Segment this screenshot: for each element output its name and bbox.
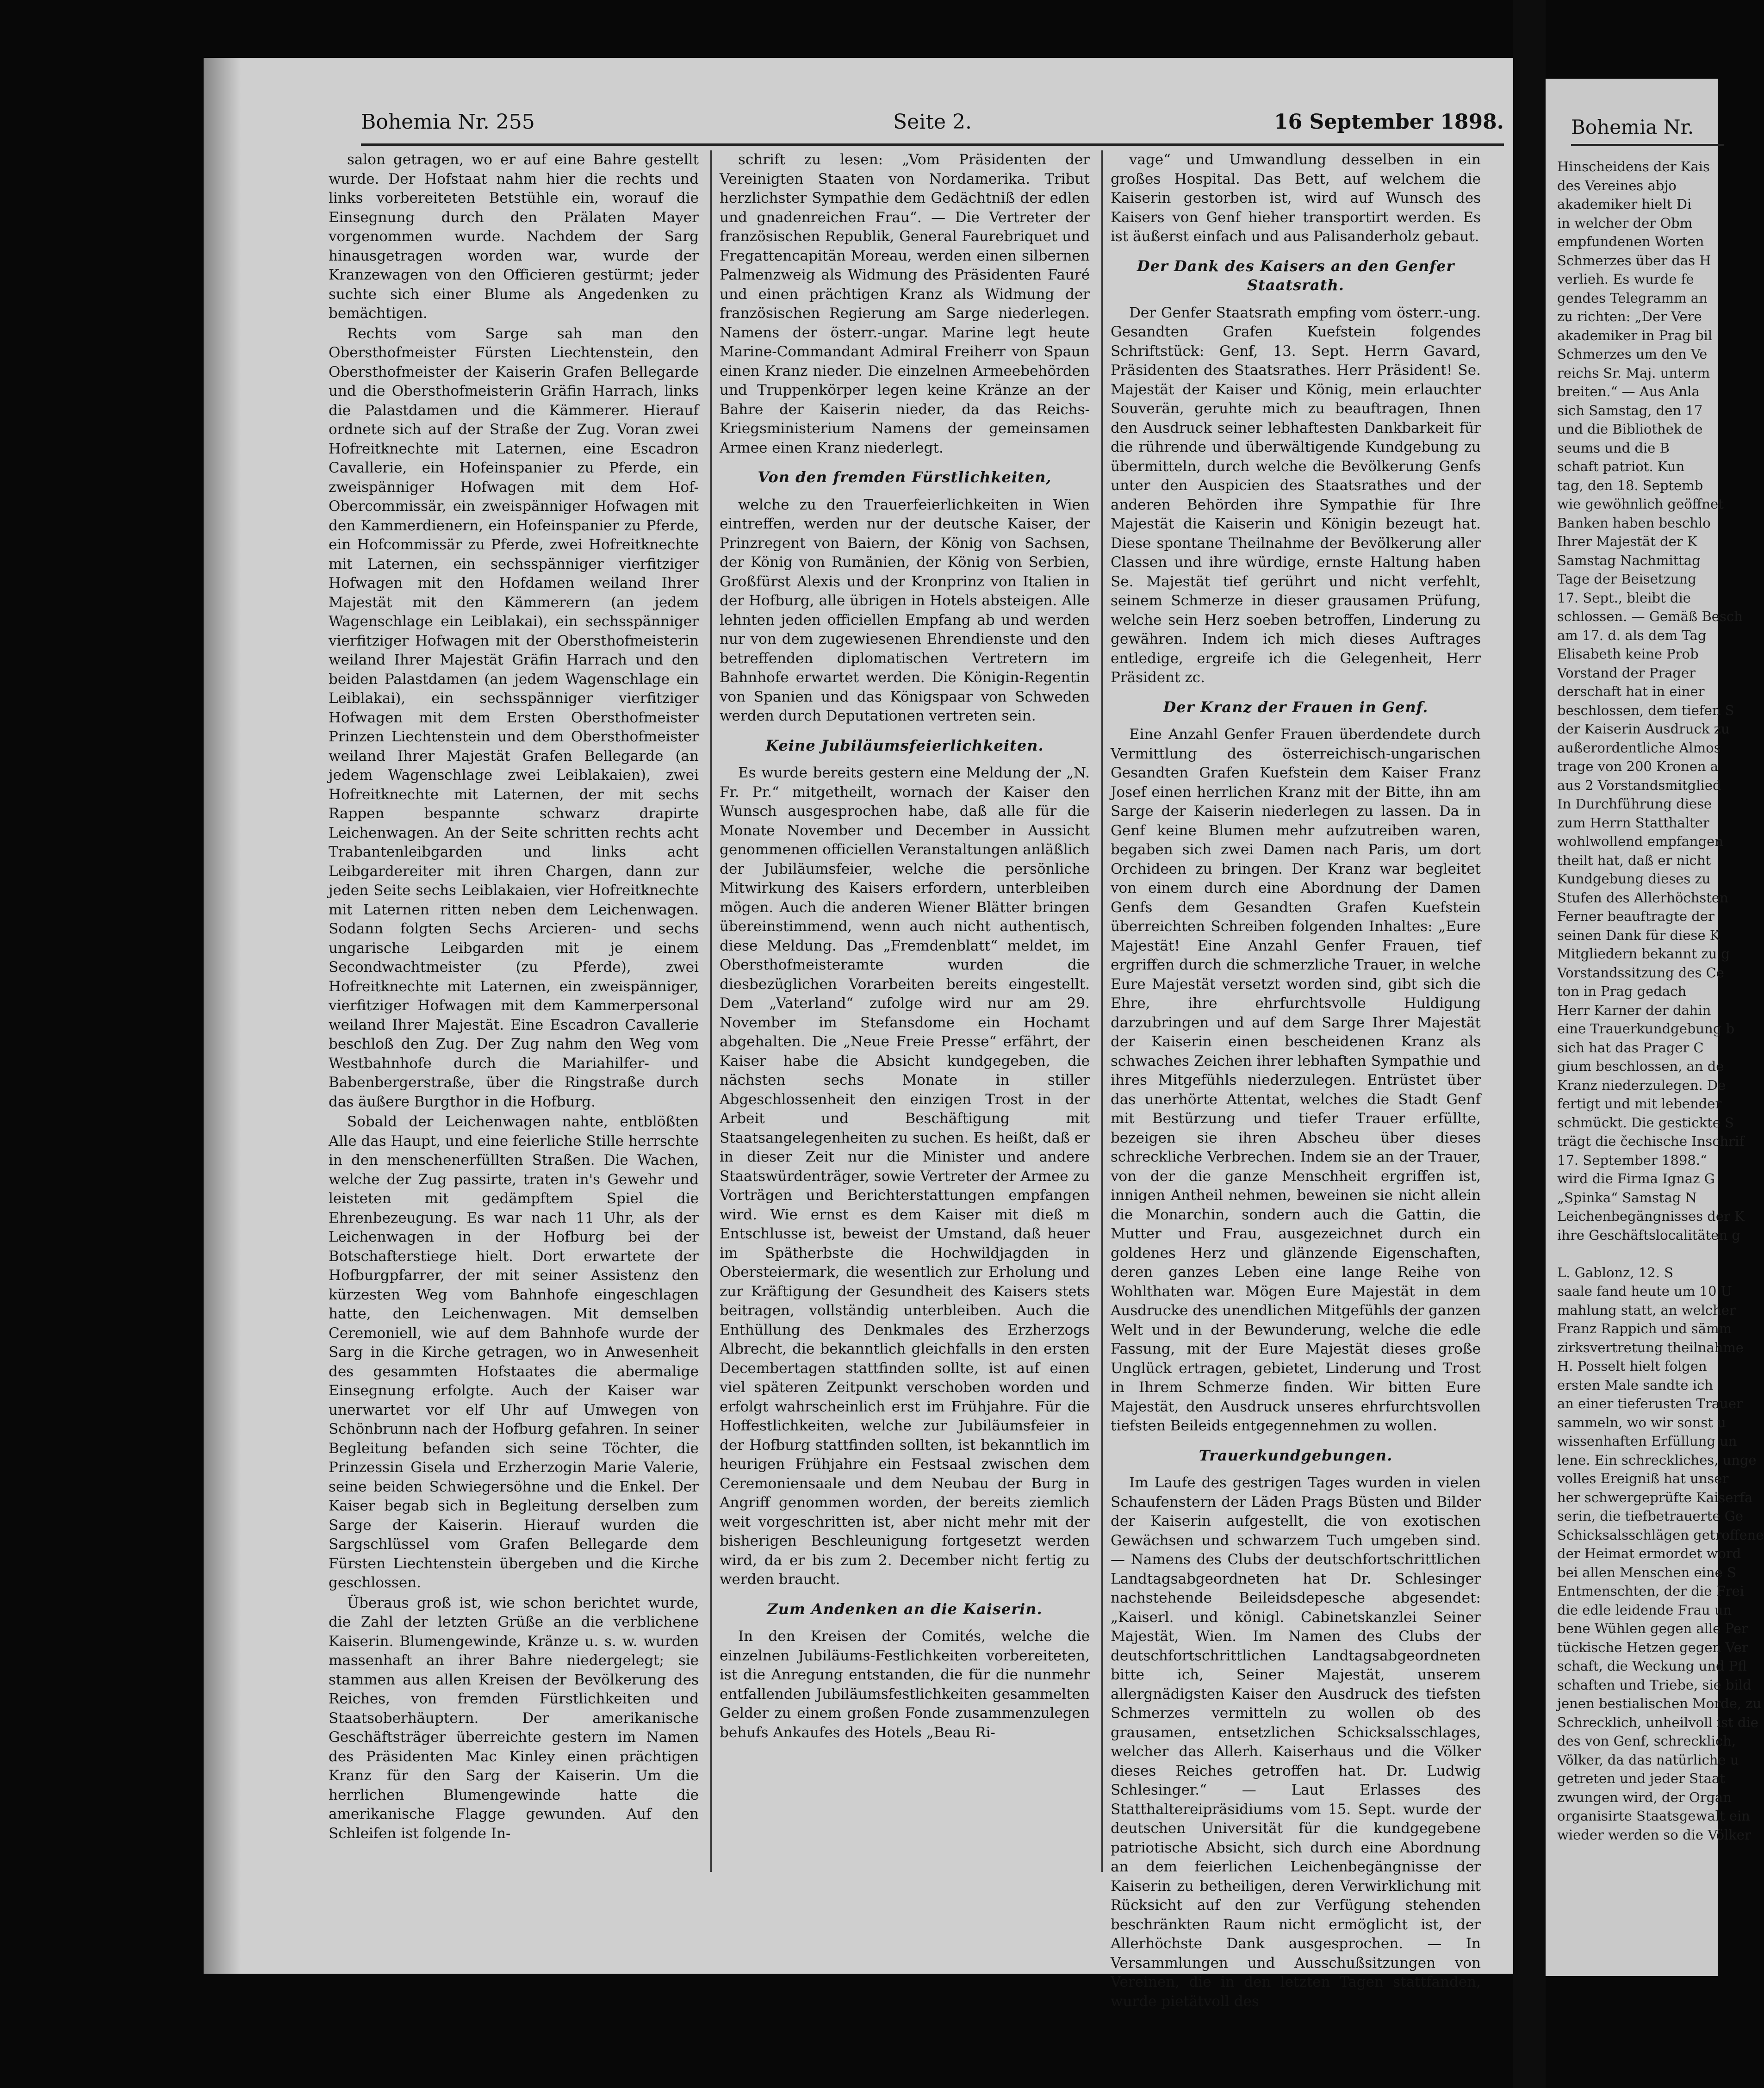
text-line: H. Posselt hielt folgen (1557, 1358, 1707, 1374)
text-line: Kranz niederzulegen. De (1557, 1077, 1726, 1093)
text-line: in welcher der Obm (1557, 215, 1693, 231)
text-line: schaft, die Weckung und Pfl (1557, 1658, 1747, 1674)
text-line: schaften und Triebe, sie bild (1557, 1677, 1752, 1693)
text-line: saale fand heute um 10 U (1557, 1283, 1733, 1299)
text-line: und die Bibliothek de (1557, 421, 1703, 437)
masthead-issue: Bohemia Nr. 255 (361, 110, 535, 134)
text-line: Ihrer Majestät der K (1557, 534, 1697, 549)
text-line: Schicksalsschlägen getroffene (1557, 1527, 1764, 1543)
section-heading: Von den fremden Fürstlichkeiten, (758, 468, 1052, 486)
text-line: derschaft hat in einer (1557, 684, 1705, 699)
text-line: reichs Sr. Maj. unterm (1557, 365, 1710, 381)
newspaper-page (204, 58, 1513, 2010)
text-line: trage von 200 Kronen a (1557, 758, 1719, 774)
text-line: bei allen Menschen eine S (1557, 1564, 1736, 1580)
text-line: serin, die tiefbetrauerte Ge (1557, 1508, 1743, 1524)
section-heading: Der Dank des Kaisers an den Genfer Staatsrath. (1137, 257, 1455, 294)
text-line: organisirte Staatsgewalt ein (1557, 1808, 1750, 1824)
text-line: Vorstandssitzung des Ce (1557, 964, 1724, 981)
text-line: gendes Telegramm an (1557, 290, 1708, 306)
page-edge-shadow (204, 58, 241, 1974)
text-line: eine Trauerkundgebung b (1557, 1021, 1735, 1037)
text-line: Ferner beauftragte der (1557, 908, 1714, 924)
text-line: schlossen. — Gemäß Besch (1557, 609, 1743, 624)
paragraph: schrift zu lesen: „Vom Präsidenten der Vereinigten Staaten von Nordamerika. Tribut herzlichster Sympathie dem Gedächtniß der edlen und gnadenreichen Frau“. — Die Vertreter der französischen Republik, General Faurebriquet und Fregattencapitän Moreau, werden einen silbernen Palmenzweig als Widmung des Präsidenten Fauré und einen prächtigen Kranz als Widmung der französischen Regierung am Sarge niederlegen. Namens der österr.-ungar. Marine legt heute Marine-Commandant Admiral Freiherr von Spaun einen Kranz nieder. Die einzelnen Armeebehörden und Truppenkörper legen keine Kränze an der Bahre der Kaiserin nieder, da das Reichs-Kriegsministerium Namens der gemeinsamen Armee einen Kranz niederlegt. (720, 151, 1090, 456)
text-line: 17. Sept., bleibt die (1557, 590, 1691, 606)
text-line: ton in Prag gedach (1557, 983, 1687, 999)
paragraph: Im Laufe des gestrigen Tages wurden in vielen Schaufenstern der Läden Prags Büsten und Bilder der Kaiserin aufgestellt, die von exotischen Gewächsen und schwarzem Tuch umgeben sind. — Namens des Clubs der deutschfortschrittlichen Landtagsabgeordneten hat Dr. Schlesinger nachstehende Beileidsdepesche abgesendet: „Kaiserl. und königl. Cabinetskanzlei Seiner Majestät, Wien. Im Namen des Clubs der deutschfortschrittlichen Landtagsabgeordneten bitte ich, Seiner Majestät, unserem allergnädigsten Kaiser den Ausdruck des tiefsten Schmerzes vermitteln zu wollen ob des grausamen, entsetzlichen Schicksalsschlages, welcher das Allerh. Kaiserhaus und die Völker dieses Reiches getroffen hat. Dr. Ludwig Schlesinger.“ — Laut Erlasses des Statthaltereipräsidiums vom 15. Sept. wurde der deutschen Universität für die kundgegebene patriotische Absicht, sich durch eine Abordnung an dem feierlichen Leichenbegängnisse der Kaiserin zu betheiligen, deren Verwirklichung mit Rücksicht auf den zur Verfügung stehenden beschränkten Raum nicht ermöglicht ist, der Allerhöchste Dank ausgesprochen. — In Versammlungen und Ausschußsitzungen von Vereinen, die in den letzten Tagen stattfanden, wurde pietätvoll des (1111, 1474, 1481, 2010)
column-divider (710, 150, 712, 1872)
text-line: Schmerzes um den Ve (1557, 346, 1708, 362)
text-line: zwungen wird, der Organ (1557, 1789, 1732, 1805)
text-line: der Kaiserin Ausdruck zu (1557, 721, 1730, 737)
paragraph: Sobald der Leichenwagen nahte, entblößten Alle das Haupt, und eine feierliche Stille herrschte in den menschenerfüllten Straßen. Die Wachen, welche der Zug passirte, traten in's Gewehr und leisteten mit gedämpftem Spiel die Ehrenbezeugung. Es war nach 11 Uhr, als der Leichenwagen in der Hofburg bei der Botschafterstiege hielt. Dort erwartete der Hofburgpfarrer, der mit seiner Assistenz den kürzesten Weg vom Bahnhofe eingeschlagen hatte, den Leichenwagen. Mit demselben Ceremoniell, wie auf dem Bahnhofe wurde der Sarg in die Kirche getragen, wo in Anwesenheit des gesammten Hofstaates die abermalige Einsegnung erfolgte. Auch der Kaiser war unerwartet vor elf Uhr auf Umwegen von Schönbrunn nach der Hofburg gefahren. In seiner Begleitung befanden sich seine Töchter, die Prinzessin Gisela und Erzherzogin Marie Valerie, seine beiden Schwiegersöhne und die Enkel. Der Kaiser begab sich in Begleitung derselben zum Sarge der Kaiserin. Hierauf wurden die Sargschlüssel vom Grafen Bellegarde dem Fürsten Liechtenstein übergeben und die Kirche geschlossen. (329, 1113, 699, 1591)
text-line: Elisabeth keine Prob (1557, 646, 1699, 662)
column-divider (1101, 150, 1103, 1872)
adjacent-page-text (1557, 157, 1764, 1962)
section-heading: Zum Andenken an die Kaiserin. (767, 1600, 1043, 1618)
text-line: Leichenbegängnisses der K (1557, 1208, 1745, 1224)
text-line: zirksvertretung theilnahme (1557, 1339, 1744, 1355)
text-line: Schrecklich, unheilvoll ist die (1557, 1714, 1758, 1730)
text-line: Samstag Nachmittag (1557, 552, 1701, 568)
text-line: außerordentliche Almos (1557, 740, 1721, 756)
text-line: akademiker in Prag bil (1557, 327, 1713, 343)
text-line: Franz Rappich und sämm (1557, 1321, 1732, 1336)
text-line: volles Ereigniß hat unser (1557, 1471, 1729, 1486)
text-line: Entmenschten, der die Frei (1557, 1583, 1745, 1599)
text-line: die edle leidende Frau un (1557, 1602, 1732, 1618)
text-line: empfundenen Worten (1557, 234, 1704, 249)
text-line: lene. Ein schreckliches, unge (1557, 1452, 1757, 1468)
text-line: Vorstand der Prager (1557, 665, 1696, 681)
text-line: zum Herrn Statthalter (1557, 814, 1709, 831)
text-line: Hinscheidens der Kais (1557, 159, 1710, 174)
text-line: Stufen des Allerhöchsten (1557, 889, 1728, 906)
text-line: der Heimat ermordet word (1557, 1546, 1741, 1561)
text-line: theilt hat, daß er nicht (1557, 852, 1711, 868)
text-line: beschlossen, dem tiefen S (1557, 702, 1734, 718)
text-line: Schmerzes über das H (1557, 252, 1711, 268)
text-line: seums und die B (1557, 440, 1670, 456)
text-line: des von Genf, schrecklich, (1557, 1733, 1736, 1749)
text-line: sich hat das Prager C (1557, 1039, 1704, 1056)
section-heading: Keine Jubiläumsfeierlichkeiten. (765, 736, 1044, 754)
text-line: her schwergeprüfte Kaiserfa (1557, 1489, 1753, 1505)
text-line: verlieh. Es wurde fe (1557, 271, 1694, 287)
text-line: wieder werden so die Völker (1557, 1827, 1751, 1843)
text-line: wissenhaften Erfüllung un (1557, 1433, 1737, 1449)
text-line: an einer tieferusten Trauer (1557, 1396, 1743, 1411)
adjacent-page-header: Bohemia Nr. (1571, 116, 1724, 146)
text-line: zu richten: „Der Vere (1557, 309, 1702, 324)
paragraph: Überaus groß ist, wie schon berichtet wurde, die Zahl der letzten Grüße an die verblichene Kaiserin. Blumengewinde, Kränze u. s. w. wurden massenhaft an ihrer Bahre niedergelegt; sie stammen aus allen Kreisen der Bevölkerung des Reiches, von fremden Fürstlichkeiten und Staatsoberhäuptern. Der amerikanische Geschäftsträger überreichte gestern im Namen des Präsidenten Mac Kinley einen prächtigen Kranz für den Sarg der Kaiserin. Um die herrlichen Blumengewinde hatte die amerikanische Flagge gewunden. Auf den Schleifen ist folgende In- (329, 1594, 699, 1842)
text-line: In Durchführung diese (1557, 796, 1712, 812)
page-header (361, 102, 1504, 146)
text-line: Völker, da das natürliche u (1557, 1752, 1739, 1768)
text-line: breiten.“ — Aus Anla (1557, 384, 1700, 399)
text-line: tag, den 18. Septemb (1557, 477, 1703, 493)
text-line: Tage der Beisetzung (1557, 571, 1696, 587)
text-line: wird die Firma Ignaz G (1557, 1171, 1715, 1187)
paragraph: Rechts vom Sarge sah man den Obersthofmeister Fürsten Liechtenstein, den Obersthofmeister der Kaiserin Grafen Bellegarde und die Obersthofmeisterin Gräfin Harrach, links die Palastdamen und die Kämmerer. Hierauf ordnete sich auf der Straße der Zug. Voran zwei Hofreitknechte mit Laternen, eine Escadron Cavallerie, ein Hofeinspanier zu Pferde, ein zweispänniger Hofwagen mit dem Hof-Obercommissär, ein zweispänniger Hofwagen mit den Kammerdienern, ein Hofeinspanier zu Pferde, ein Hofcommissär zu Pferde, zwei Hofreitknechte mit Laternen, ein sechsspänniger vierfitziger Hofwagen mit den Hofdamen weiland Ihrer Majestät mit den Kämmerern (an jedem Wagenschlage ein Leiblakai), ein sechsspänniger vierfitziger Hofwagen mit der Obersthofmeisterin weiland Ihrer Majestät Gräfin Harrach und den beiden Palastdamen (an jedem Wagenschlage ein Leiblakai), ein sechsspänniger vierfitziger Hofwagen mit dem Ersten Obersthofmeister Prinzen Liechtenstein und dem Obersthofmeister weiland Ihrer Majestät Grafen Bellegarde (an jedem Wagenschlage zwei Leiblakaien), zwei Hofreitknechte mit Laternen, der mit sechs Rappen bespannte schwarz drapirte Leichenwagen. An der Seite schritten rechts acht Trabantenleibgarden und links acht Leibgardereiter mit ihren Chargen, dann zur jeden Seite sechs Leiblakaien, vier Hofreitknechte mit Laternen ritten neben dem Leichenwagen. Sodann folgten Sechs Arcieren- und sechs ungarische Leibgarden mit je einem Secondwachtmeister (zu Pferde), zwei Hofreitknechte mit Laternen, ein zweispänniger, vierfitziger Hofwagen mit dem Kammerpersonal weiland Ihrer Majestät. Eine Escadron Cavallerie beschloß den Zug. Der Zug nahm den Weg vom Westbahnhofe durch die Mariahilfer- und Babenbergerstraße, über die Ringstraße durch das äußere Burgthor in die Hofburg. (329, 325, 699, 1110)
text-line: am 17. d. als dem Tag (1557, 627, 1707, 643)
page-number: Seite 2. (893, 110, 972, 134)
text-line: Herr Karner der dahin (1557, 1002, 1711, 1018)
paragraph: salon getragen, wo er auf eine Bahre gestellt wurde. Der Hofstaat nahm hier die rechts und links vorbereiteten Betstühle ein, worauf die Einsegnung durch den Prälaten Mayer vorgenommen wurde. Nachdem der Sarg hinausgetragen worden war, wurde der Kranzewagen von den Officieren gestürmt; jeder suchte sich einer Blume als Angedenken zu bemächtigen. (329, 151, 699, 322)
text-line: sich Samstag, den 17 (1557, 402, 1703, 418)
text-line: 17. September 1898.“ (1557, 1152, 1707, 1168)
issue-date: 16 September 1898. (1274, 110, 1504, 134)
text-line (1557, 1244, 1717, 1263)
text-line: wohlwollend empfangen (1557, 833, 1724, 849)
section-heading: Der Kranz der Frauen in Genf. (1163, 698, 1429, 716)
paragraph: Der Genfer Staatsrath empfing vom österr.-ung. Gesandten Grafen Kuefstein folgendes Schriftstück: Genf, 13. Sept. Herrn Gavard, Präsidenten des Staatsrathes. Herr Präsident! Se. Majestät der Kaiser und König, mein erlauchter Souverän, geruhte mich zu beauftragen, Ihnen den Ausdruck seiner lebhaftesten Dankbarkeit für die rührende und überwältigende Kundgebung zu übermitteln, durch welche die Bevölkerung Genfs unter den Auspicien des Staatsrathes und der anderen Behörden ihre Sympathie für Ihre Majestät die Kaiserin und Königin bezeugt hat. Diese spontane Theilnahme der Bevölkerung aller Classen und ihre würdige, ernste Haltung haben Se. Majestät tief gerührt und nicht verfehlt, seinem Schmerze in dieser grausamen Prüfung, welche sein Herz soeben betroffen, Linderung zu gewähren. Indem ich mich dieses Auftrages entledige, ergreife ich die Gelegenheit, Herr Präsident zc. (1111, 304, 1481, 686)
text-line: aus 2 Vorstandsmitglied (1557, 777, 1721, 793)
text-line: ihre Geschäftslocalitäten g (1557, 1227, 1740, 1243)
text-line: Mitgliedern bekannt zu g (1557, 946, 1730, 962)
text-line: „Spinka“ Samstag N (1557, 1189, 1697, 1206)
text-line: bene Wühlen gegen alle Per (1557, 1621, 1748, 1636)
text-line: jenen bestialischen Morde, zu (1557, 1696, 1762, 1711)
text-line: seinen Dank für diese K (1557, 927, 1720, 943)
paragraph: In den Kreisen der Comités, welche die einzelnen Jubiläums-Festlichkeiten vorbereiteten, ist die Anregung entstanden, die für die nunmehr entfallenden Jubiläumsfestlichkeiten gesammelten Gelder zu einem großen Fonde zusammenzulegen behufs Ankaufes des Hotels „Beau Ri- (720, 1628, 1090, 1741)
text-line: fertigt und mit lebender (1557, 1096, 1722, 1112)
column-3 (1111, 150, 1481, 2010)
text-line: getreten und jeder Staat (1557, 1771, 1725, 1786)
paragraph: vage“ und Umwandlung desselben in ein großes Hospital. Das Bett, auf welchem die Kaiserin gestorben ist, wird auf Wunsch des Kaisers von Genf hieher transportirt werden. Es ist äußerst einfach und aus Palisanderholz gebaut. (1111, 151, 1481, 245)
paragraph: Es wurde bereits gestern eine Meldung der „N. Fr. Pr.“ mitgetheilt, wornach der Kaiser den Wunsch ausgesprochen habe, daß alle für die Monate November und December in Aussicht genommenen officiellen Veranstaltungen anläßlich der Jubiläumsfeier, welche die persönliche Mitwirkung des Kaisers erfordern, unterbleiben mögen. Auch die anderen Wiener Blätter bringen übereinstimmend, wenn auch nicht authentisch, diese Meldung. Das „Fremdenblatt“ meldet, im Obersthofmeisteramte wurden die diesbezüglichen Vorarbeiten bereits eingestellt. Dem „Vaterland“ zufolge wird nur am 29. November im Stefansdome ein Hochamt abgehalten. Die „Neue Freie Presse“ erfährt, der Kaiser habe die Absicht kundgegeben, die nächsten sechs Monate in stiller Abgeschlossenheit den einzigen Trost in der Arbeit und Beschäftigung mit Staatsangelegenheiten zu suchen. Es heißt, daß er in dieser Zeit nur die Minister und andere Staatswürdenträger, sowie Vertreter der Armee zu Vorträgen und Berichterstattungen empfangen wird. Wie ernst es dem Kaiser mit dieß m Entschlusse ist, beweist der Umstand, daß heuer im Spätherbste die Hochwildjagden in Obersteiermark, die wesentlich zur Erholung und zur Kräftigung der Gesundheit des Kaisers stets beitragen, vollständig unterbleiben. Auch die Enthüllung des Denkmales des Erzherzogs Albrecht, die bekanntlich gleichfalls in den ersten Decembertagen stattfinden sollte, ist auf einen viel späteren Zeitpunkt verschoben worden und erfolgt wahrscheinlich erst im Frühjahre. Für die Hoffestlichkeiten, welche zur Jubiläumsfeier in der Hofburg stattfinden sollten, ist bekanntlich im heurigen Frühjahre ein Festsaal zwischen dem Ceremoniensaale und dem Neubau der Burg in Angriff genommen worden, der bereits ziemlich weit vorgeschritten ist, aber nicht mehr mit der bisherigen Beschleunigung fortgesetzt werden wird, da er bis zum 2. December nicht fertig zu werden braucht. (720, 764, 1090, 1588)
text-line: ersten Male sandte ich (1557, 1377, 1713, 1393)
text-line: mahlung statt, an welcher (1557, 1302, 1736, 1318)
text-line: akademiker hielt Di (1557, 196, 1692, 212)
text-line: L. Gablonz, 12. S (1557, 1264, 1674, 1280)
text-line: sammeln, wo wir sonst u (1557, 1414, 1726, 1430)
text-line: schmückt. Die gestickte S (1557, 1114, 1734, 1131)
text-line: gium beschlossen, an de (1557, 1058, 1724, 1074)
text-line: des Vereines abjo (1557, 177, 1677, 193)
paragraph: welche zu den Trauerfeierlichkeiten in Wien eintreffen, werden nur der deutsche Kaiser, der Prinzregent von Baiern, der König von Sachsen, der König von Rumänien, der König von Serbien, Großfürst Alexis und der Kronprinz von Italien in der Hofburg, alle übrigen in Hotels absteigen. Alle lehnten jeden officiellen Empfang ab und werden nur von dem zugewiesenen Ehrendienste und den betreffenden diplomatischen Vertretern im Bahnhofe erwartet werden. Die Königin-Regentin von Spanien und das Königspaar von Schweden werden durch Deputationen vertreten sein. (720, 496, 1090, 724)
page-gutter (1513, 0, 1546, 2088)
text-line: Kundgebung dieses zu (1557, 871, 1711, 887)
text-line: trägt die čechische Inschrif (1557, 1133, 1745, 1149)
section-heading: Trauerkundgebungen. (1199, 1446, 1393, 1464)
text-line: wie gewöhnlich geöffnet (1557, 496, 1724, 512)
adjacent-page-fragment (1546, 79, 1764, 1976)
text-line: tückische Hetzen gegen Ver (1557, 1639, 1748, 1655)
column-2 (720, 150, 1090, 1955)
column-1 (329, 150, 699, 1955)
text-line: schaft patriot. Kun (1557, 459, 1685, 474)
text-line: Banken haben beschlo (1557, 515, 1711, 531)
paragraph: Eine Anzahl Genfer Frauen überdendete durch Vermittlung des österreichisch-ungarischen Gesandten Grafen Kuefstein dem Kaiser Franz Josef einen herrlichen Kranz mit der Bitte, ihn am Sarge der Kaiserin niederlegen zu lassen. Da in Genf keine Blumen mehr aufzutreiben waren, begaben sich zwei Damen nach Paris, um dort Orchideen zu bringen. Der Kranz war begleitet von einem durch eine Abordnung der Damen Genfs dem Gesandten Grafen Kuefstein überreichten Schreiben folgenden Inhaltes: „Eure Majestät! Eine Anzahl Genfer Frauen, tief ergriffen durch die schmerzliche Trauer, in welche Eure Majestät versetzt worden sind, gibt sich die Ehre, ihre ehrfurchtsvolle Huldigung darzubringen und auf dem Sarge Ihrer Majestät der Kaiserin einen bescheidenen Kranz als schwaches Zeichen ihrer lebhaften Sympathie und ihres Mitgefühls niederzulegen. Entrüstet über das unerhörte Attentat, welches die Stadt Genf mit Bestürzung und tiefer Trauer erfüllte, bezeigen sie ihren Abscheu über dieses schreckliche Verbrechen. Indem sie an der Trauer, von der die ganze Menschheit ergriffen ist, innigen Antheil nehmen, beweinen sie nicht allein die Monarchin, sondern auch die Gattin, die Mutter und Frau, ausgezeichnet durch ein goldenes Herz und glänzende Eigenschaften, deren ganzes Leben eine lange Reihe von Wohlthaten war. Mögen Eure Majestät in dem Ausdrucke des unendlichen Mitgefühls der ganzen Welt und in der Bewunderung, welche die edle Fassung, mit der Eure Majestät dieses große Unglück ertragen, gebietet, Linderung und Trost in Ihrem Schmerze finden. Wir bitten Eure Majestät, den Ausdruck unseres ehrfurchtsvollen tiefsten Beileids entgegennehmen zu wollen. (1111, 726, 1481, 1434)
